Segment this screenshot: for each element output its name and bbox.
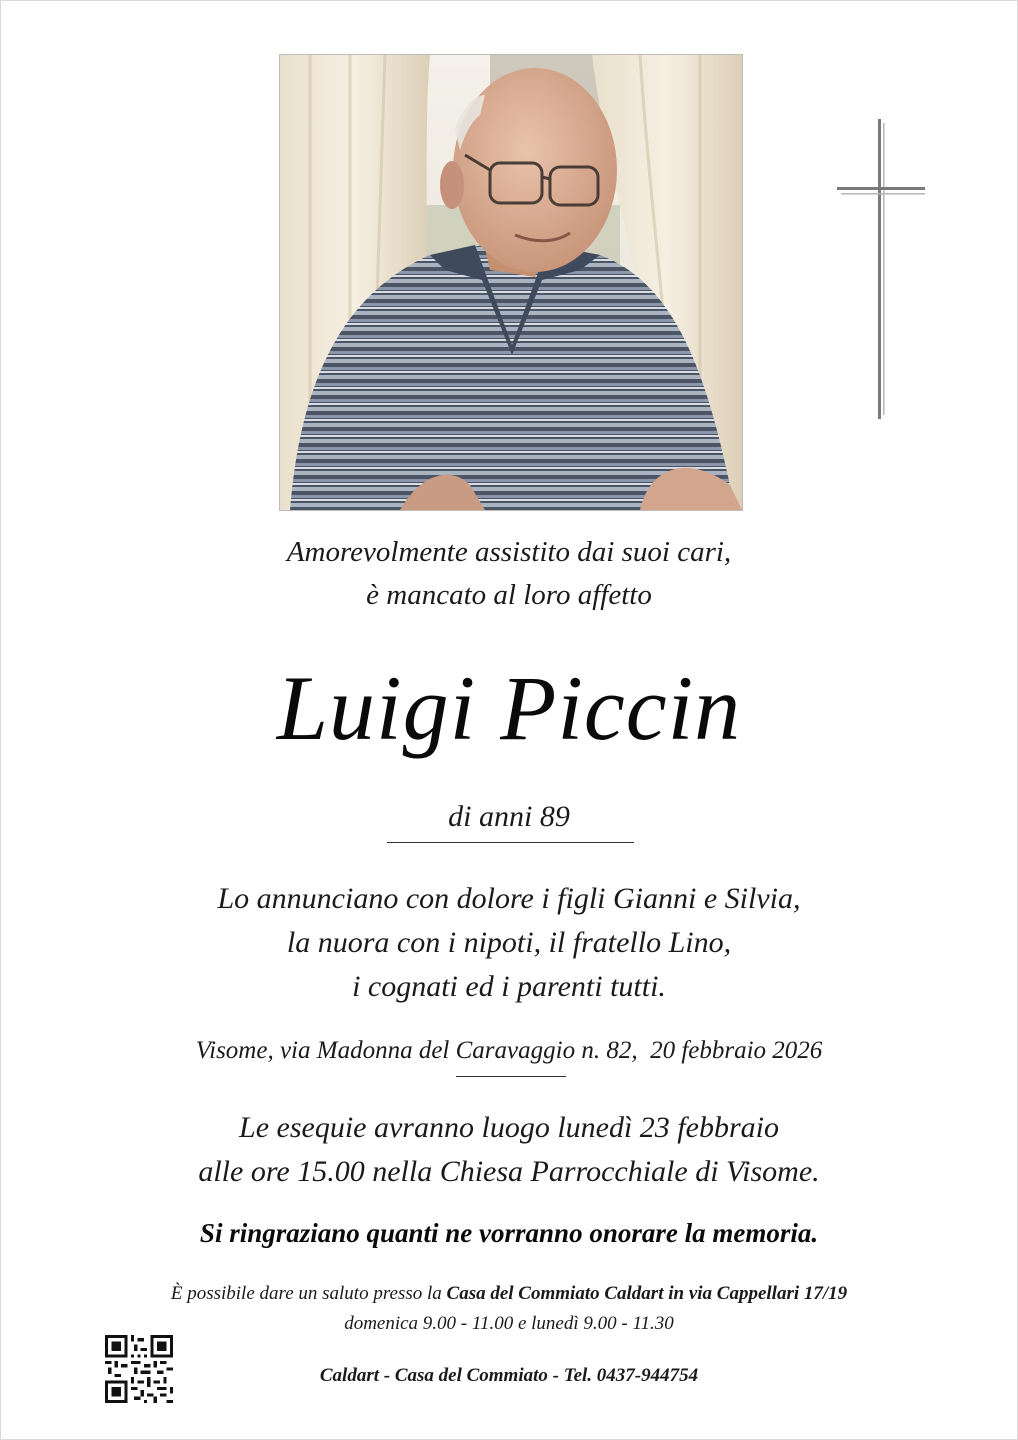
visit-line [1, 1279, 1017, 1309]
visit-hours: domenica 9.00 - 11.00 e lunedì 9.00 - 11.30 [344, 1313, 674, 1334]
visit-place: Casa del Commiato Caldart in via Cappellari 17/19 [446, 1283, 848, 1304]
contact-line: Caldart - Casa del Commiato - Tel. 0437-944754 [319, 1365, 699, 1386]
address-divider [456, 1076, 566, 1077]
intro-line-1: Amorevolmente assistito dai suoi cari, [286, 536, 732, 568]
intro-line-2: è mancato al loro affetto [366, 579, 652, 611]
deceased-name: Luigi Piccin [276, 657, 742, 759]
deceased-age: di anni 89 [448, 800, 570, 833]
funeral-line-2: alle ore 15.00 nella Chiesa Parrocchiale di Visome. [198, 1155, 820, 1188]
age-divider [387, 842, 634, 843]
address-date: Visome, via Madonna del Caravaggio n. 82, 20 febbraio 2026 [195, 1037, 823, 1064]
thanks-text: Si ringraziano quanti ne vorranno onorare la memoria. [199, 1218, 819, 1248]
visit-info [1, 1279, 1017, 1339]
funeral-text [1, 1106, 1017, 1194]
announcement-line-3: i cognati ed i parenti tutti. [352, 970, 666, 1003]
announcement-line-1: Lo annunciano con dolore i figli Gianni e Silvia, [217, 882, 801, 915]
funeral-line-1: Le esequie avranno luogo lunedì 23 febbraio [239, 1111, 779, 1144]
visit-prefix: È possibile dare un saluto presso la [170, 1283, 447, 1304]
announcement-text [1, 877, 1017, 1009]
cross-icon [831, 119, 931, 419]
intro-text [1, 531, 1017, 617]
portrait-photo [279, 54, 743, 511]
announcement-line-2: la nuora con i nipoti, il fratello Lino, [286, 926, 732, 959]
